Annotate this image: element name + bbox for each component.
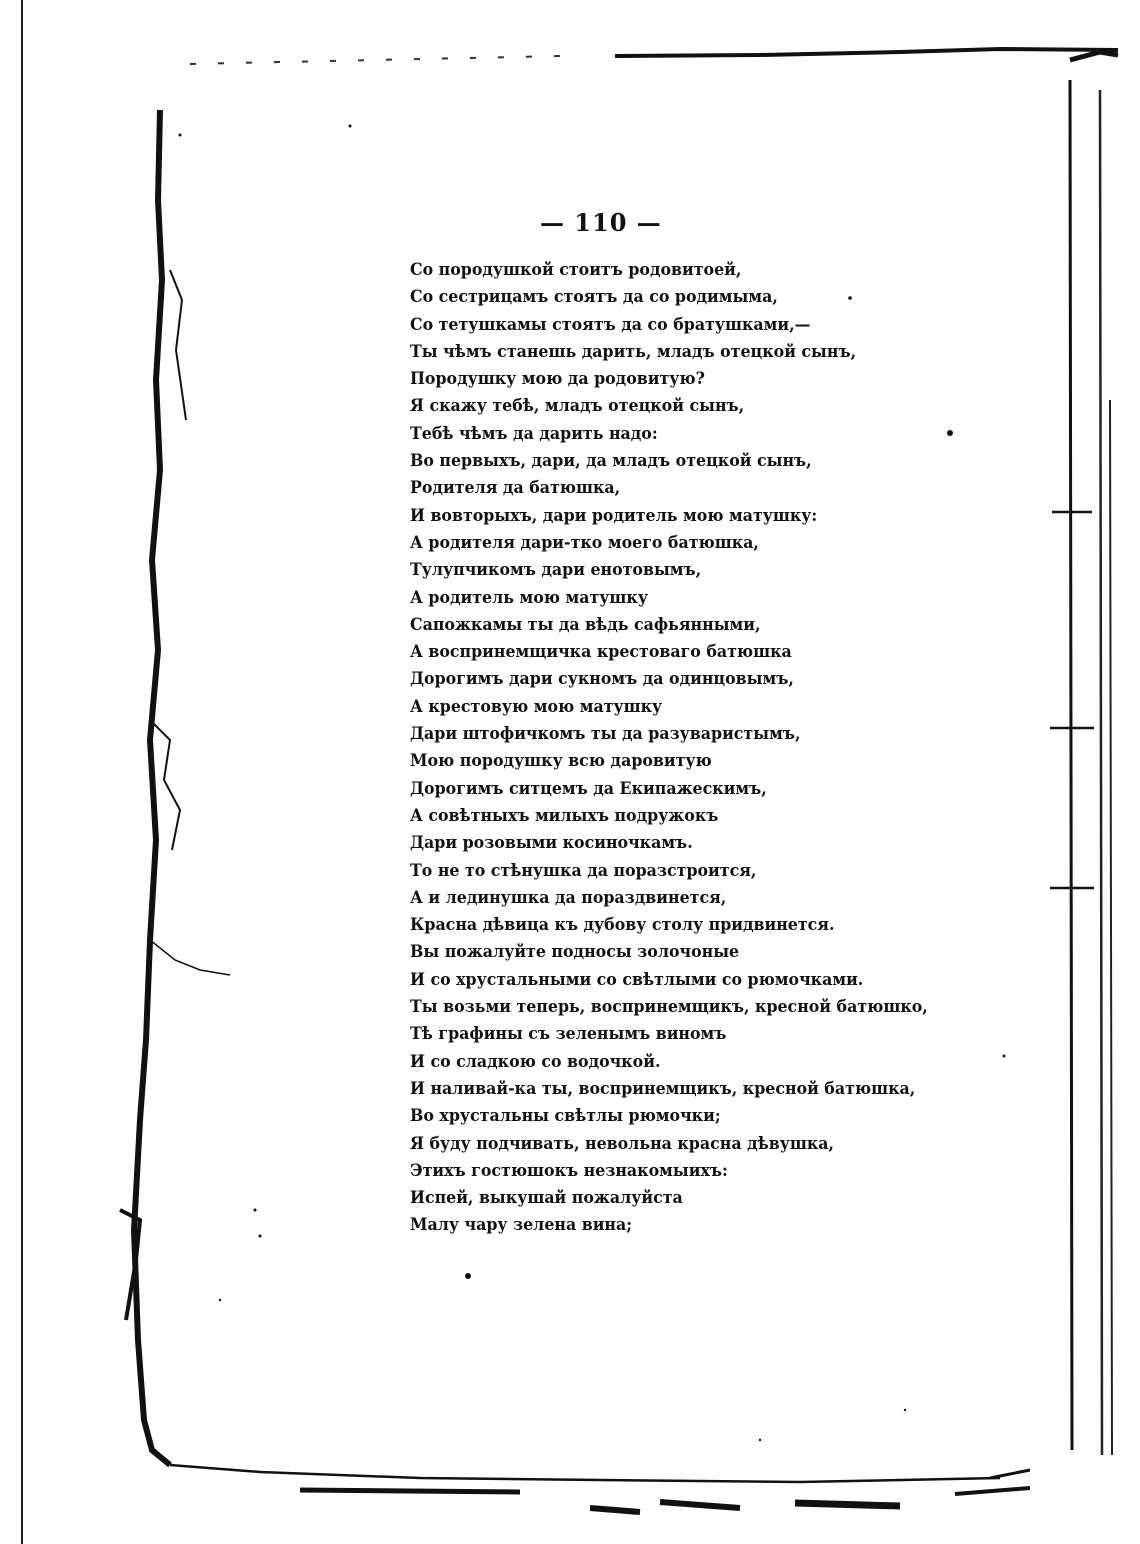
poem-line: Тулупчикомъ дари енотовымъ, — [410, 560, 702, 581]
poem-line: Я скажу тебѣ, младъ отецкой сынъ, — [410, 396, 745, 417]
poem-line: Тебѣ чѣмъ да дарить надо: — [410, 423, 658, 444]
poem-line: И вовторыхъ, дари родитель мою матушку: — [410, 505, 818, 526]
top-right-edge — [615, 49, 1118, 56]
poem-line: Во хрустальны свѣтлы рюмочки; — [410, 1106, 721, 1127]
poem-line: А крестовую мою матушку — [410, 696, 663, 717]
poem-line: Со тетушкамы стоятъ да со братушками,— — [410, 314, 811, 335]
poem-line: Породушку мою да родовитую? — [410, 369, 705, 390]
poem-line: А родитель мою матушку — [410, 587, 648, 608]
poem-line: А родителя дари-тко моего батюшка, — [410, 532, 759, 553]
poem-line: Во первыхъ, дари, да младъ отецкой сынъ, — [410, 451, 812, 472]
poem-line: Красна дѣвица къ дубову столу придвинется. — [410, 915, 835, 936]
poem-line: И со хрустальными со свѣтлыми со рюмочками. — [410, 969, 864, 990]
poem-line: Дари розовыми косиночкамъ. — [410, 833, 693, 854]
poem-line: Испей, выкушай пожалуйста — [410, 1188, 683, 1209]
poem-line: Тѣ графины съ зеленымъ виномъ — [410, 1024, 727, 1045]
poem-line: Мою породушку всю даровитую — [410, 751, 712, 772]
poem-line: А совѣтныхъ милыхъ подружокъ — [410, 805, 719, 826]
poem-line: Я буду подчивать, невольна красна дѣвушка, — [410, 1133, 835, 1154]
poem-line: А и лединушка да пораздвинется, — [410, 887, 727, 908]
poem-line: Ты возьми теперь, воспринемщикъ, кресной батюшко, — [410, 997, 928, 1018]
poem-line: Этихъ гостюшокъ незнакомыихъ: — [410, 1160, 728, 1181]
top-edge-marks — [190, 56, 560, 64]
poem-line: Дорогимъ дари сукномъ да одинцовымъ, — [410, 669, 794, 690]
poem-line: Вы пожалуйте подносы золочоные — [410, 942, 740, 963]
poem-line: Ты чѣмъ станешь дарить, младъ отецкой сынъ, — [410, 341, 857, 362]
poem-line: Сапожкамы ты да вѣдь сафьянными, — [410, 614, 761, 635]
poem-line: Дари штофичкомъ ты да разуваристымъ, — [410, 724, 801, 745]
right-margin-line — [1070, 80, 1072, 1450]
page-number: — 110 — — [540, 208, 662, 237]
poem-line: Дорогимъ ситцемъ да Екипажескимъ, — [410, 778, 767, 799]
poem-line: Со породушкой стоитъ родовитоей, — [410, 260, 742, 280]
poem-line: А воспринемщичка крестоваго батюшка — [410, 642, 792, 663]
poem-line: Малу чару зелена вина; — [410, 1215, 633, 1236]
left-torn-edge — [134, 110, 170, 1465]
poem-line: И наливай-ка ты, воспринемщикъ, кресной батюшка, — [410, 1078, 916, 1099]
poem-line: Со сестрицамъ стоятъ да со родимыма, — [410, 287, 778, 308]
poem-text — [410, 257, 930, 1240]
bottom-edge — [170, 1465, 1000, 1482]
poem-line: И со сладкою со водочкой. — [410, 1051, 661, 1072]
poem-line: Родителя да батюшка, — [410, 478, 621, 499]
poem-line: То не то стѣнушка да поразстроится, — [410, 860, 757, 881]
